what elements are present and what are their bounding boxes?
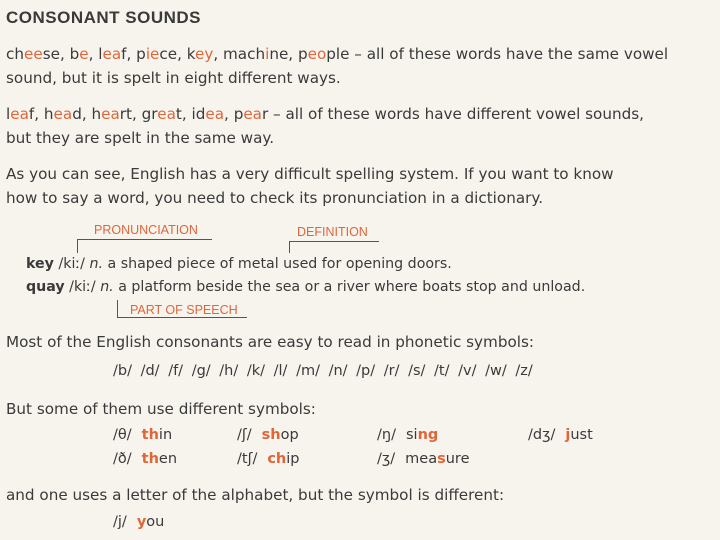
phonetic-symbol: /l/ (273, 363, 288, 379)
paragraph-consonants: Most of the English consonants are easy to read in phonetic symbols: (6, 333, 535, 351)
label-pronunciation: PRONUNCIATION (94, 223, 198, 237)
word: machine, (223, 45, 298, 63)
label-definition: DEFINITION (297, 225, 368, 239)
phonetic-symbol: /n/ (328, 363, 348, 379)
word: cheese, (6, 45, 70, 63)
symbol-example-pair (237, 451, 299, 467)
phonetic-symbol: /k/ (246, 363, 266, 379)
symbol-example-pair (377, 427, 438, 443)
dictionary-entry (26, 279, 585, 295)
symbol-example-pair (113, 451, 177, 467)
part-of-speech-pointer-line (117, 317, 247, 318)
word: people (297, 45, 350, 63)
word: head, (43, 105, 92, 123)
paragraph-text: but they are spelt in the same way. (6, 129, 275, 147)
phonetic-symbol: /ʃ/ (237, 427, 252, 443)
example-word: just (565, 427, 593, 443)
entry-part-of-speech: n. (100, 279, 114, 295)
phonetic-symbol-list (113, 363, 533, 379)
phonetic-symbol: /s/ (408, 363, 426, 379)
entry-definition: a shaped piece of metal used for opening doors. (102, 256, 452, 272)
dictionary-entry (26, 256, 452, 272)
word: leaf, (98, 45, 137, 63)
phonetic-symbol: /dʒ/ (528, 427, 556, 443)
entry-part-of-speech: n. (89, 256, 103, 272)
symbol-example-pair (113, 514, 164, 530)
paragraph-same-spelling (6, 102, 644, 150)
symbol-example-pair (237, 427, 299, 443)
phonetic-symbol: /v/ (458, 363, 477, 379)
word: heart, (91, 105, 142, 123)
entry-word: key (26, 256, 54, 272)
paragraph-same-sound (6, 42, 668, 90)
example-word: you (136, 514, 165, 530)
paragraph-text: – all of these words have the same vowel (349, 45, 669, 63)
phonetic-symbol: /h/ (219, 363, 239, 379)
pronunciation-pointer-line (77, 239, 212, 240)
paragraph-alphabet-letter: and one uses a letter of the alphabet, but the symbol is different: (6, 486, 505, 504)
word: piece, (136, 45, 187, 63)
entry-word: quay (26, 279, 65, 295)
word: leaf, (6, 105, 44, 123)
word: idea, (191, 105, 234, 123)
entry-pronunciation: /kiː/ (64, 279, 101, 295)
example-word: shop (261, 427, 299, 443)
paragraph-text: – all of these words have different vowel sounds, (268, 105, 644, 123)
example-word: sing (405, 427, 439, 443)
pronunciation-pointer-tick (77, 239, 78, 253)
phonetic-symbol: /m/ (296, 363, 320, 379)
word: great, (141, 105, 192, 123)
phonetic-symbol: /j/ (113, 514, 127, 530)
example-word: chip (267, 451, 300, 467)
phonetic-symbol: /z/ (515, 363, 533, 379)
phonetic-symbol: /r/ (383, 363, 400, 379)
phonetic-symbol: /ŋ/ (377, 427, 396, 443)
highlighted-word-list (6, 45, 349, 63)
phonetic-symbol: /ʒ/ (377, 451, 396, 467)
page-title: CONSONANT SOUNDS (6, 8, 202, 27)
example-word: then (141, 451, 178, 467)
paragraph-text: sound, but it is spelt in eight different ways. (6, 69, 341, 87)
phonetic-symbol: /ð/ (113, 451, 132, 467)
phonetic-symbol: /f/ (168, 363, 184, 379)
phonetic-symbol: /tʃ/ (237, 451, 258, 467)
phonetic-symbol: /b/ (113, 363, 132, 379)
symbol-example-pair (528, 427, 593, 443)
entry-pronunciation: /kiː/ (53, 256, 90, 272)
word: key, (186, 45, 224, 63)
phonetic-symbol: /d/ (140, 363, 160, 379)
phonetic-symbol: /t/ (434, 363, 450, 379)
symbol-example-pair (113, 427, 172, 443)
label-part-of-speech: PART OF SPEECH (130, 303, 238, 317)
phonetic-symbol: /θ/ (113, 427, 132, 443)
definition-pointer-line (289, 241, 379, 242)
example-word: thin (141, 427, 173, 443)
paragraph-spelling-system (6, 162, 614, 210)
definition-pointer-tick (289, 241, 290, 253)
paragraph-text: how to say a word, you need to check its pronunciation in a dictionary. (6, 189, 544, 207)
example-word: measure (405, 451, 470, 467)
paragraph-different-symbols: But some of them use different symbols: (6, 400, 316, 418)
entry-definition: a platform beside the sea or a river where boats stop and unload. (113, 279, 586, 295)
part-of-speech-pointer-tick (117, 300, 118, 317)
phonetic-symbol: /w/ (485, 363, 507, 379)
paragraph-text: As you can see, English has a very difficult spelling system. If you want to know (6, 165, 614, 183)
highlighted-word-list (6, 105, 268, 123)
phonetic-symbol: /p/ (356, 363, 376, 379)
word: pear (233, 105, 269, 123)
phonetic-symbol: /g/ (191, 363, 211, 379)
symbol-example-pair (377, 451, 470, 467)
word: be, (69, 45, 99, 63)
